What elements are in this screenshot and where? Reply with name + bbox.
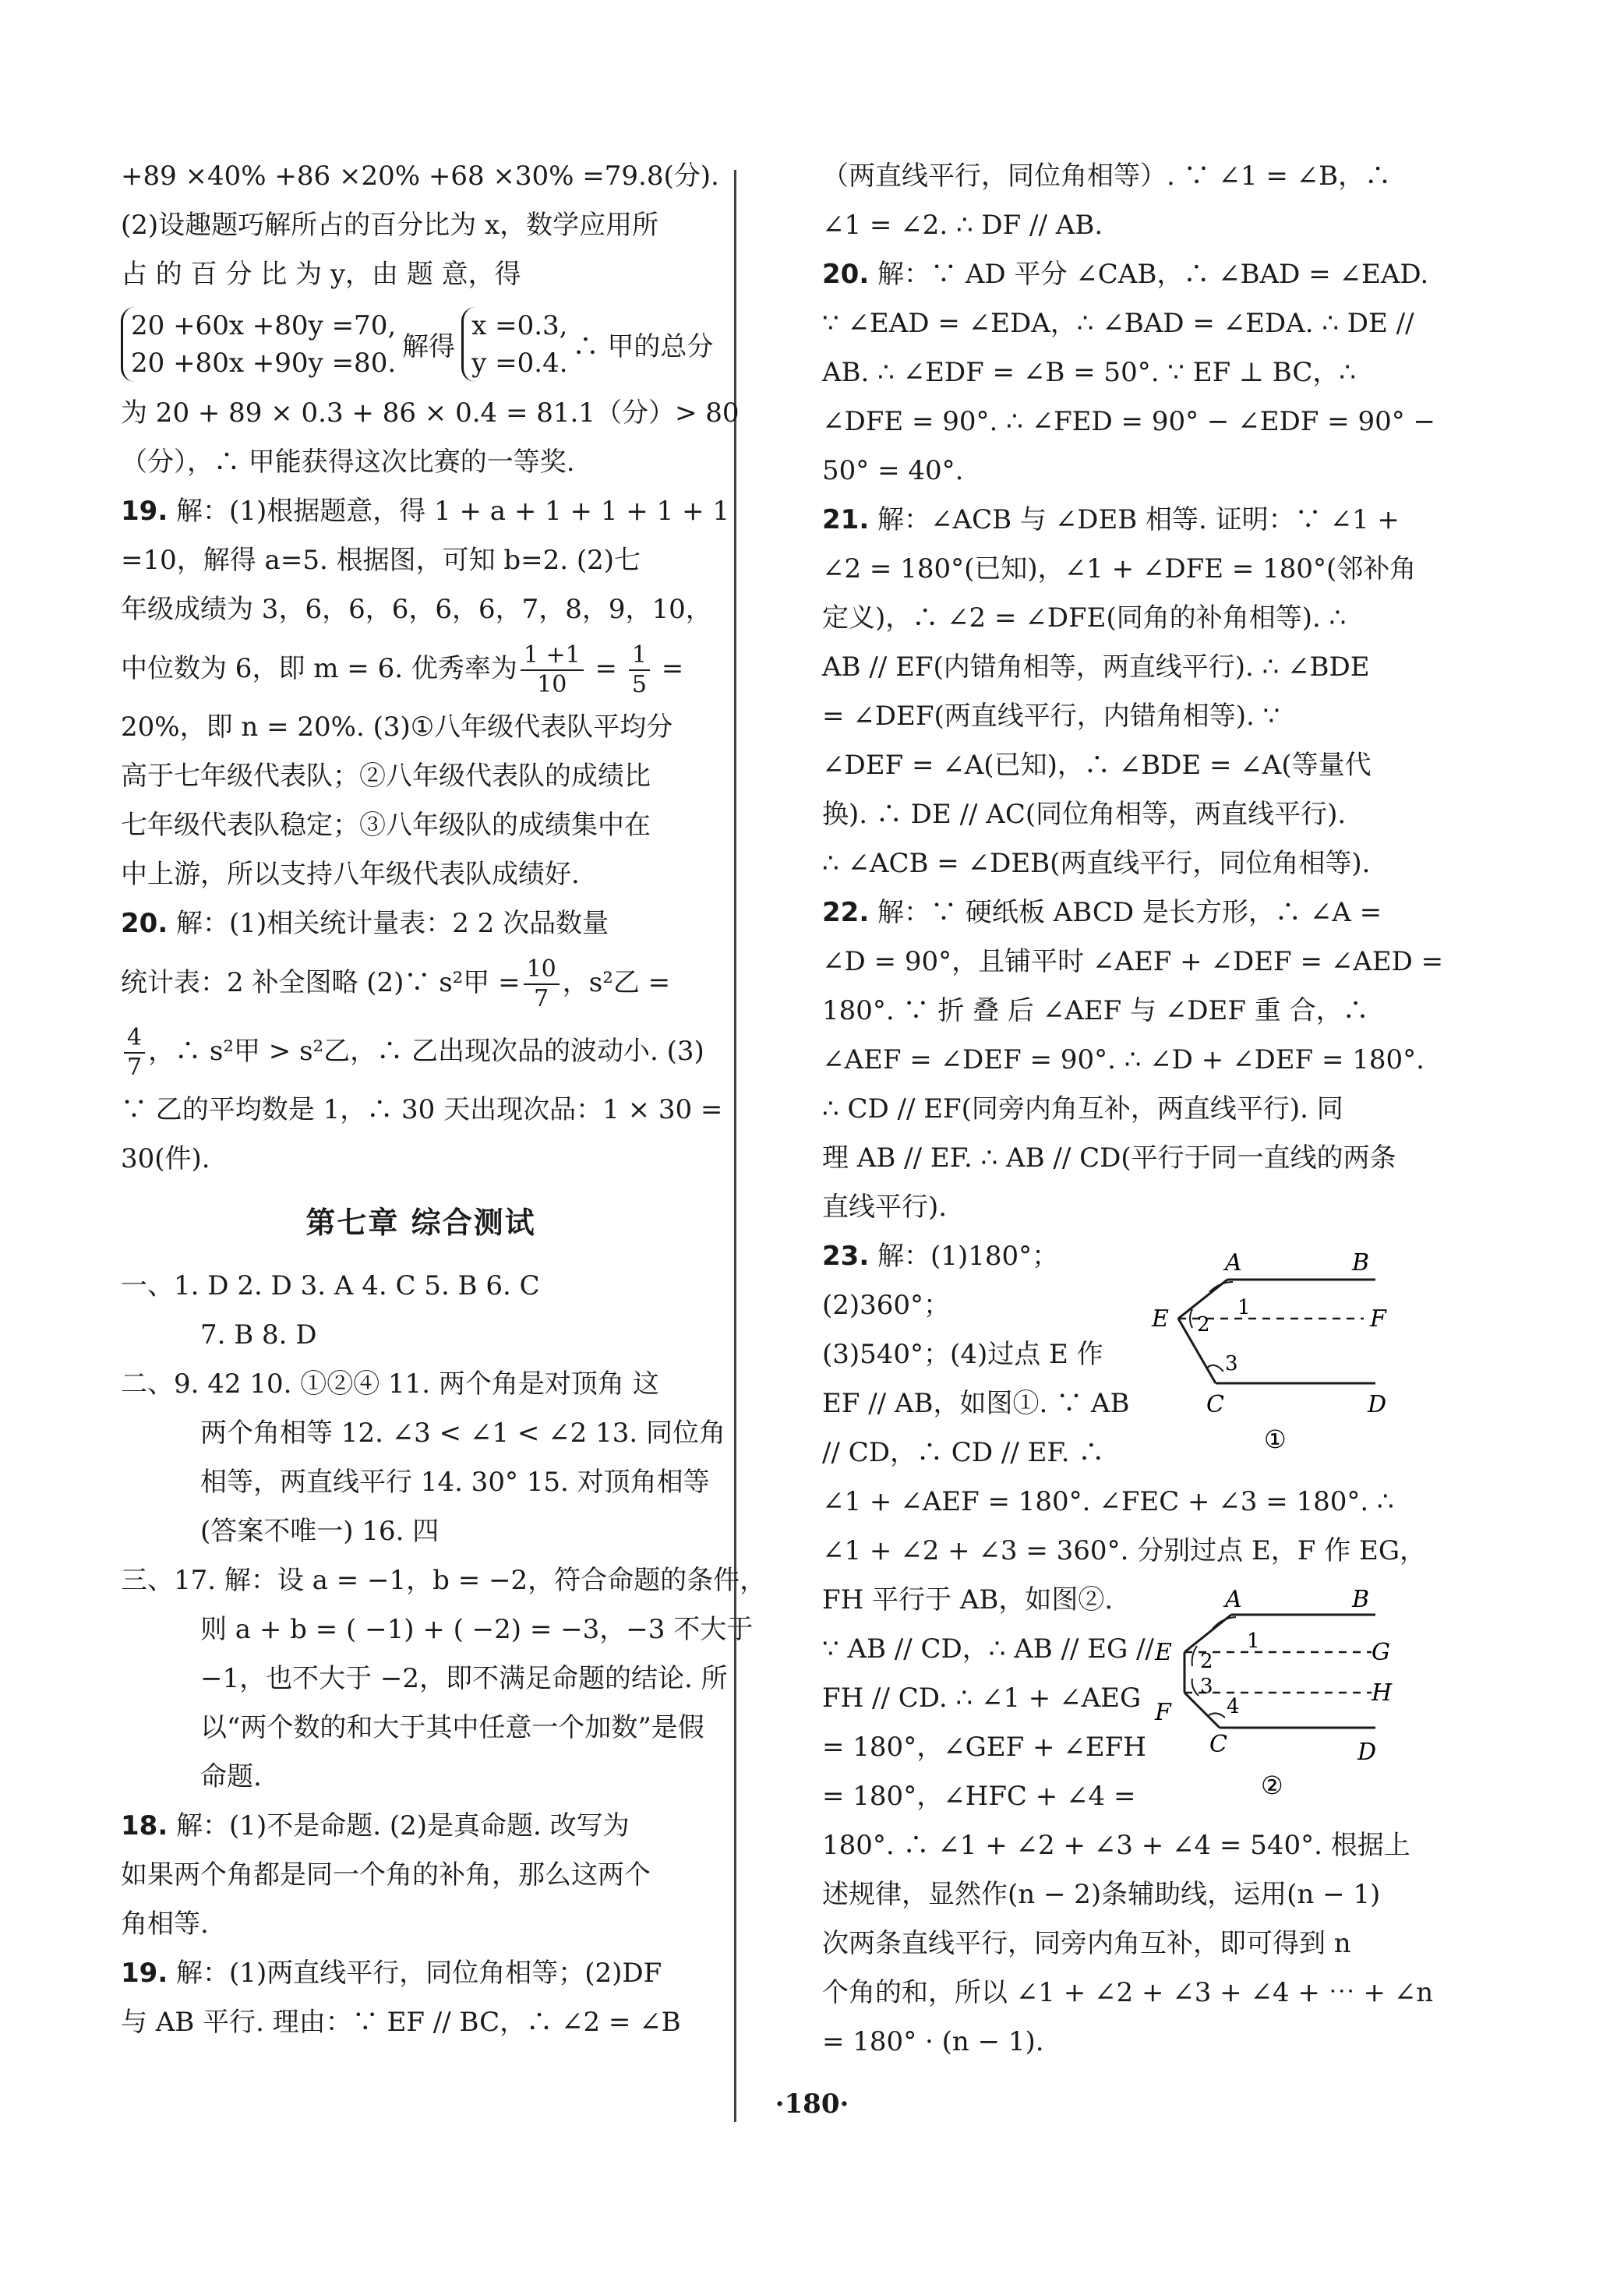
figure-1 [1138, 1247, 1418, 1457]
fig2-label-f: F [1155, 1699, 1171, 1726]
line-text: ∵ 乙的平均数是 1，∴ 30 天出现次品：1 × 30 = [121, 1094, 723, 1125]
fig2-label-g: G [1372, 1639, 1390, 1666]
text-line [121, 1654, 728, 1704]
fraction-numerator: 1 [629, 641, 650, 671]
line-text: 为 20 + 89 × 0.3 + 86 × 0.4 = 81.1（分）> 80 [121, 397, 740, 429]
text: ，s²乙 = [562, 967, 671, 998]
text-line [121, 1135, 721, 1184]
text-line [822, 1821, 1410, 1870]
line-text: 命题. [200, 1761, 262, 1792]
text-line [121, 703, 721, 752]
fraction-numerator: 4 [124, 1024, 145, 1054]
line-text: 解：(1)180°； [869, 1241, 1059, 1272]
text-line [822, 1674, 1188, 1723]
line-text: 一、1. D 2. D 3. A 4. C 5. B 6. C [121, 1270, 540, 1301]
figure-2 [1138, 1584, 1418, 1810]
line-text: 解：∠ACB 与 ∠DEB 相等. 证明：∵ ∠1 + [869, 504, 1400, 535]
line-text: ∠DFE = 90°. ∴ ∠FED = 90° − ∠EDF = 90° − [822, 406, 1436, 437]
text-line [822, 1478, 1407, 1527]
text-line [121, 1086, 721, 1135]
text-line [822, 1134, 1407, 1183]
text-line [121, 850, 721, 899]
equation-system-line [121, 299, 721, 389]
fig1-angle-1: 1 [1237, 1296, 1251, 1319]
line-text: EF // AB，如图①. ∵ AB [822, 1388, 1130, 1419]
text-line [822, 1330, 1188, 1379]
text-line [822, 1379, 1188, 1428]
text: = [586, 653, 626, 684]
text-line [822, 201, 1407, 250]
text-line [822, 1036, 1425, 1085]
line-text: = ∠DEF(两直线平行，内错角相等). ∵ [822, 701, 1280, 732]
text-line [822, 741, 1407, 790]
text-line [121, 752, 721, 801]
text-line [121, 1507, 721, 1556]
text-line [822, 1870, 1407, 1919]
fig1-label-b: B [1352, 1249, 1370, 1276]
text-line [121, 1900, 721, 1949]
line-text: = 180°，∠GEF + ∠EFH [822, 1732, 1146, 1763]
equation-system [121, 307, 396, 382]
fig2-arc-3 [1192, 1679, 1199, 1696]
fig2-arc-4 [1208, 1713, 1225, 1718]
fraction-denominator: 7 [127, 1054, 143, 1081]
equation: 20 +60x +80y =70, [131, 309, 397, 341]
chapter-title: 第七章 综合测试 [305, 1206, 536, 1240]
text-line [121, 1458, 721, 1507]
line-text: ∠1 = ∠2. ∴ DF // AB. [822, 210, 1103, 241]
line-text: 次两条直线平行，同旁内角互补，即可得到 n [822, 1928, 1351, 1959]
question-number: 19. [121, 1958, 168, 1989]
text-line [121, 1262, 721, 1311]
text: = [652, 653, 684, 684]
line-text: AB. ∴ ∠EDF = ∠B = 50°. ∵ EF ⊥ BC，∴ [822, 357, 1357, 388]
line-text: 50° = 40°. [822, 455, 964, 486]
line-text: 7. B 8. D [200, 1319, 317, 1351]
line-text: AB // EF(内错角相等，两直线平行). ∴ ∠BDE [822, 651, 1370, 683]
line-text: −1，也不大于 −2，即不满足命题的结论. 所 [200, 1663, 728, 1694]
question-number: 20. [121, 908, 168, 939]
line-text: (2)设趣题巧解所占的百分比为 x，数学应用所 [121, 210, 659, 241]
text-line [121, 899, 721, 948]
question-number: 22. [822, 897, 870, 928]
line-text: 解：(1)不是命题. (2)是真命题. 改写为 [168, 1810, 630, 1841]
text-line [121, 1802, 721, 1851]
text-line [121, 1556, 767, 1605]
line-text: 占 的 百 分 比 为 y，由 题 意，得 [121, 259, 521, 290]
line-text: 180°. ∵ 折 叠 后 ∠AEF 与 ∠DEF 重 合，∴ [822, 995, 1369, 1026]
left-column [121, 152, 767, 2047]
fig2-angle-2: 2 [1200, 1650, 1213, 1673]
text: 中位数为 6，即 m = 6. 优秀率为 [121, 653, 517, 684]
text-line [121, 1753, 721, 1802]
text-line [822, 790, 1407, 839]
fig1-label-f: F [1370, 1305, 1386, 1333]
line-text: 换). ∴ DE // AC(同位角相等，两直线平行). [822, 799, 1347, 830]
line-text: 中上游，所以支持八年级代表队成绩好. [121, 859, 580, 890]
line-text: ∵ ∠EAD = ∠EDA，∴ ∠BAD = ∠EDA. ∴ DE // [822, 308, 1414, 339]
line-text: 直线平行). [822, 1192, 948, 1223]
text-line [822, 987, 1407, 1036]
question-number: 21. [822, 504, 870, 535]
text-line [822, 643, 1407, 692]
text-line [121, 801, 721, 850]
text-line [822, 1772, 1188, 1821]
fig1-label-e: E [1152, 1305, 1169, 1333]
line-text: 两个角相等 12. ∠3 < ∠1 < ∠2 13. 同位角 [200, 1418, 726, 1449]
text-line-fraction [121, 948, 721, 1017]
text: 解得 [402, 331, 456, 362]
fraction [124, 1024, 145, 1082]
line-text: 定义)，∴ ∠2 = ∠DFE(同角的补角相等). ∴ [822, 602, 1347, 634]
line-text: ∠2 = 180°(已知)，∠1 + ∠DFE = 180°(邻补角 [822, 553, 1417, 584]
fraction-numerator: 10 [524, 955, 560, 985]
line-text: (答案不唯一) 16. 四 [200, 1516, 440, 1547]
text-line [822, 2018, 1407, 2067]
fig1-arc-2 [1190, 1309, 1192, 1328]
line-text: 解：(1)相关统计量表：2 2 次品数量 [168, 908, 609, 939]
question-number: 18. [121, 1810, 168, 1841]
fig2-label-d: D [1357, 1739, 1377, 1766]
text: ∴ 甲的总分 [572, 331, 714, 362]
line-text: 如果两个角都是同一个角的补角，那么这两个 [121, 1859, 651, 1891]
text-line [822, 1232, 1188, 1281]
fig2-label-e: E [1155, 1639, 1172, 1666]
text-line [121, 1949, 721, 1998]
text-line [822, 1527, 1426, 1576]
text-line [822, 348, 1407, 397]
line-text: +89 ×40% +86 ×20% +68 ×30% =79.8(分). [121, 161, 719, 192]
fig1-caption: ① [1264, 1425, 1287, 1454]
solution-system [461, 307, 567, 382]
text-line [822, 937, 1444, 987]
text-line [822, 545, 1417, 594]
line-text: 解：∵ 硬纸板 ABCD 是长方形，∴ ∠A = [869, 897, 1382, 928]
text-line [822, 397, 1436, 447]
line-text: FH // CD. ∴ ∠1 + ∠AEG [822, 1683, 1142, 1714]
text-line [822, 1576, 1188, 1625]
line-text: 以“两个数的和大于其中任意一个加数”是假 [200, 1712, 704, 1743]
text-line [822, 839, 1407, 888]
text-line [822, 1919, 1407, 1969]
text-line [121, 389, 740, 438]
text-line-fraction [121, 1017, 721, 1086]
line-text: ∠DEF = ∠A(已知)，∴ ∠BDE = ∠A(等量代 [822, 750, 1372, 781]
line-text: ∠AEF = ∠DEF = 90°. ∴ ∠D + ∠DEF = 180°. [822, 1044, 1425, 1075]
question-number: 23. [822, 1241, 870, 1272]
line-text: ∠D = 90°，且铺平时 ∠AEF + ∠DEF = ∠AED = [822, 946, 1444, 977]
line-text: ∠1 + ∠2 + ∠3 = 360°. 分别过点 E，F 作 EG， [822, 1535, 1426, 1566]
text-line [121, 152, 721, 201]
fraction [521, 641, 584, 699]
fig1-label-a: A [1225, 1249, 1242, 1276]
text-line [822, 250, 1429, 299]
text-line-fraction [121, 634, 721, 703]
fig2-arc-2 [1192, 1646, 1197, 1666]
text-line [822, 1085, 1407, 1134]
text-line [121, 1360, 721, 1409]
text-line [822, 447, 1407, 496]
line-text: （两直线平行，同位角相等）. ∵ ∠1 = ∠B，∴ [822, 161, 1392, 192]
equation: 20 +80x +90y =80. [131, 347, 397, 379]
line-text: ∴ ∠ACB = ∠DEB(两直线平行，同位角相等). [822, 848, 1371, 879]
column-divider [734, 170, 736, 2122]
line-text: 与 AB 平行. 理由：∵ EF // BC，∴ ∠2 = ∠B [121, 2007, 681, 2038]
text: 统计表：2 补全图略 (2)∵ s²甲 = [121, 967, 521, 998]
text-line [822, 1625, 1188, 1674]
fig1-angle-3: 3 [1225, 1352, 1238, 1375]
fig1-label-d: D [1368, 1391, 1387, 1418]
equation: x =0.3, [471, 309, 568, 341]
text-line [121, 585, 721, 634]
line-text: 解：(1)两直线平行，同位角相等；(2)DF [168, 1958, 662, 1989]
line-text: 30(件). [121, 1143, 210, 1174]
figure-1-svg [1138, 1247, 1418, 1457]
text: ，∴ s²甲 > s²乙，∴ 乙出现次品的波动小. (3) [148, 1036, 704, 1067]
text-line [121, 201, 721, 250]
text-line [822, 888, 1407, 937]
line-text: FH 平行于 AB，如图②. [822, 1584, 1114, 1615]
fig1-angle-2: 2 [1197, 1313, 1210, 1336]
line-text: 二、9. 42 10. ①②④ 11. 两个角是对顶角 这 [121, 1368, 659, 1400]
text-line [121, 536, 721, 585]
text-line [121, 1704, 721, 1753]
fig2-angle-4: 4 [1227, 1695, 1240, 1718]
fraction-numerator: 1 +1 [521, 641, 584, 671]
fig2-label-b: B [1352, 1586, 1370, 1613]
text-line [822, 1183, 1407, 1232]
line-text: 述规律，显然作(n − 2)条辅助线，运用(n − 1) [822, 1879, 1381, 1910]
line-text: 个角的和，所以 ∠1 + ∠2 + ∠3 + ∠4 + ⋯ + ∠n [822, 1977, 1434, 2008]
line-text: 高于七年级代表队；②八年级代表队的成绩比 [121, 761, 651, 792]
line-text: 理 AB // EF. ∴ AB // CD(平行于同一直线的两条 [822, 1142, 1396, 1174]
text-line [121, 1311, 721, 1360]
equation: y =0.4. [471, 347, 568, 379]
line-text: 角相等. [121, 1908, 209, 1940]
text-line [822, 692, 1407, 741]
text-line [121, 250, 721, 299]
text-line [822, 1723, 1188, 1772]
page-number: ·180· [775, 2089, 849, 2120]
fraction-denominator: 10 [537, 671, 567, 698]
text-line [822, 1281, 1188, 1330]
question-number: 20. [822, 259, 870, 290]
line-text: 则 a + b = ( −1) + ( −2) = −3，−3 不大于 [200, 1614, 754, 1645]
line-text: 解：(1)根据题意，得 1 + a + 1 + 1 + 1 + 1 [168, 496, 729, 527]
text-line [822, 496, 1407, 545]
fig1-label-c: C [1206, 1391, 1224, 1418]
fig2-label-a: A [1225, 1586, 1242, 1613]
fig2-caption: ② [1261, 1771, 1283, 1800]
line-text: (3)540°；(4)过点 E 作 [822, 1339, 1103, 1370]
text-line [121, 1409, 726, 1458]
line-text: （分），∴ 甲能获得这次比赛的一等奖. [121, 447, 575, 478]
line-text: 三、17. 解：设 a = −1，b = −2，符合命题的条件， [121, 1565, 767, 1596]
line-text: = 180°，∠HFC + ∠4 = [822, 1781, 1136, 1812]
line-text: ∴ CD // EF(同旁内角互补，两直线平行). 同 [822, 1093, 1343, 1125]
line-text: 年级成绩为 3，6，6，6，6，6，7，8，9，10， [121, 594, 712, 625]
fig2-label-h: H [1372, 1679, 1393, 1707]
text-line [822, 594, 1407, 643]
line-text: ∠1 + ∠AEF = 180°. ∠FEC + ∠3 = 180°. ∴ [822, 1486, 1394, 1517]
line-text: (2)360°； [822, 1290, 951, 1321]
fig2-angle-1: 1 [1247, 1630, 1260, 1653]
fig2-label-c: C [1209, 1731, 1227, 1758]
fraction [524, 955, 560, 1013]
text-line [121, 1998, 721, 2047]
line-text: ∵ AB // CD，∴ AB // EG // [822, 1633, 1154, 1665]
text-line [121, 438, 721, 487]
text-line [822, 299, 1414, 348]
line-text: = 180° · (n − 1). [822, 2026, 1044, 2057]
fraction [629, 641, 650, 699]
line-text: 20%，即 n = 20%. (3)①八年级代表队平均分 [121, 711, 673, 743]
line-text: =10，解得 a=5. 根据图，可知 b=2. (2)七 [121, 545, 641, 576]
question-number: 19. [121, 496, 168, 527]
fraction-denominator: 5 [631, 671, 647, 698]
text-line [121, 1605, 754, 1654]
text-line [121, 1851, 721, 1900]
text-line [121, 487, 729, 536]
figure-2-svg [1138, 1584, 1418, 1810]
line-text: // CD，∴ CD // EF. ∴ [822, 1437, 1105, 1468]
line-text: 相等，两直线平行 14. 30° 15. 对顶角相等 [200, 1467, 710, 1498]
line-text: 解：∵ AD 平分 ∠CAB，∴ ∠BAD = ∠EAD. [869, 259, 1429, 290]
text-line [822, 152, 1407, 201]
line-text: 七年级代表队稳定；③八年级队的成绩集中在 [121, 810, 651, 841]
text-line [822, 1428, 1188, 1478]
text-line [822, 1969, 1434, 2018]
fraction-denominator: 7 [534, 985, 549, 1012]
fig2-angle-3: 3 [1200, 1675, 1213, 1698]
line-text: 180°. ∴ ∠1 + ∠2 + ∠3 + ∠4 = 540°. 根据上 [822, 1830, 1410, 1861]
